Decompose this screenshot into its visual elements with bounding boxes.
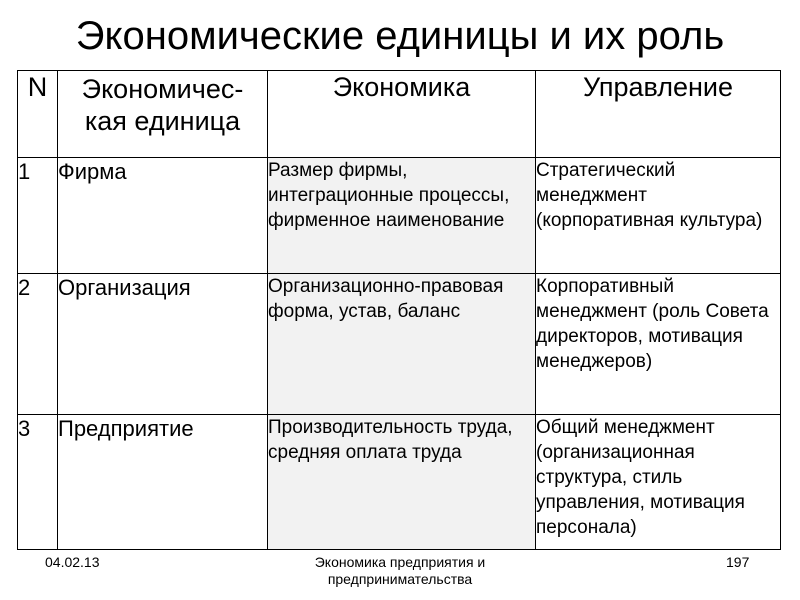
page-title: Экономические единицы и их роль bbox=[75, 14, 725, 58]
row-unit: Фирма bbox=[58, 158, 268, 274]
row-economy: Производительность труда, средняя оплата труда bbox=[268, 415, 536, 550]
header-unit bbox=[58, 71, 268, 158]
header-management: Управление bbox=[536, 71, 781, 158]
header-unit-line2: кая единица bbox=[84, 106, 241, 136]
table-row bbox=[18, 274, 781, 415]
row-management: Корпоративный менеджмент (роль Совета директоров, мотивация менеджеров) bbox=[536, 274, 781, 415]
row-num: 1 bbox=[18, 158, 58, 274]
row-unit: Предприятие bbox=[58, 415, 268, 550]
row-unit: Организация bbox=[58, 274, 268, 415]
row-economy: Размер фирмы, интеграционные процессы, фирменное наименование bbox=[268, 158, 536, 274]
footer-page-number: 197 bbox=[726, 554, 750, 570]
row-management: Стратегический менеджмент (корпоративная культура) bbox=[536, 158, 781, 274]
row-num: 3 bbox=[18, 415, 58, 550]
table-row bbox=[18, 415, 781, 550]
row-management: Общий менеджмент (организационная структура, стиль управления, мотивация персонала) bbox=[536, 415, 781, 550]
header-unit-line1: Экономичес- bbox=[81, 74, 244, 104]
row-num: 2 bbox=[18, 274, 58, 415]
row-economy: Организационно-правовая форма, устав, баланс bbox=[268, 274, 536, 415]
footer-course-title: Экономика предприятия и предпринимательства bbox=[314, 554, 486, 587]
table-header-row bbox=[18, 71, 781, 158]
header-num: N bbox=[18, 71, 58, 158]
header-economy: Экономика bbox=[268, 71, 536, 158]
economic-units-table bbox=[17, 70, 781, 550]
table-row bbox=[18, 158, 781, 274]
footer-date: 04.02.13 bbox=[45, 554, 100, 570]
